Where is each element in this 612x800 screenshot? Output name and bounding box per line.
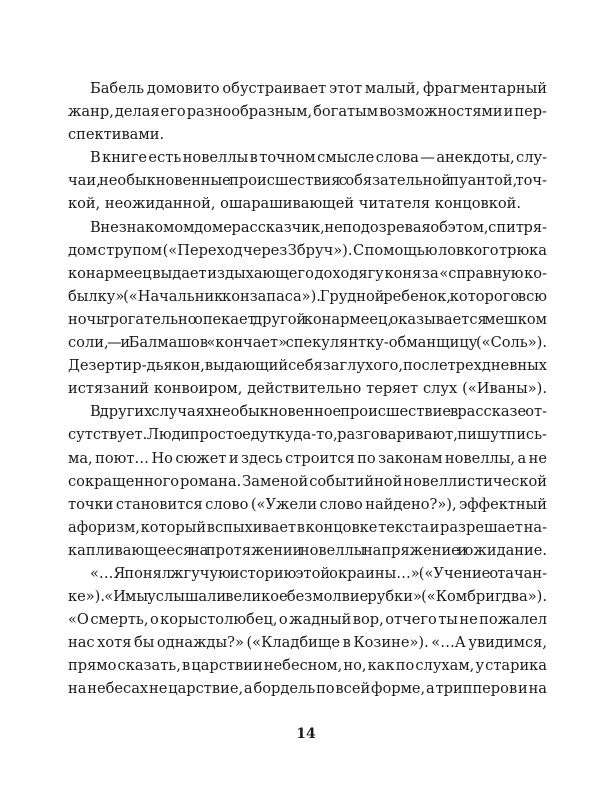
paragraph [68,562,547,701]
paragraph [68,400,547,562]
text-line: «…Я понял жгучую историю этой окраины…» («Учение о тачан- [90,564,547,582]
text-line: капливающееся на протяжении новеллы напряжение и ожидание. [68,541,547,559]
text-line: «О смерть, о корыстолюбец, о жадный вор, отчего ты не пожалел [68,611,547,629]
text-line: ма, поют… Но сюжет и здесь строится по законам новеллы, а не [68,449,547,467]
text-line: Бабель домовито обустраивает этот малый, фрагментарный [90,80,547,97]
text-line: ке»). «И мы услышали великое безмолвие рубки» («Комбриг два»). [68,588,547,606]
text-line: сутствует. Люди просто едут куда-то, разговаривают, пишут пись- [68,426,547,444]
page-number: 14 [296,726,316,742]
text-line: Дезертир-дьякон, выдающий себя за глухого, после трехдневных [68,357,547,375]
text-line: В книге есть новеллы в точном смысле слова — анекдоты, слу- [90,149,547,167]
text-line: ночь трогательно опекает другой конармеец, оказывается мешком [68,310,547,328]
text-line: на небесах не царствие, а бордель по всей форме, а трипперов и на [68,680,547,698]
text-line: конармеец выдает издыхающего доходягу коня за «справную ко- [68,264,547,282]
text-line: спективами. [68,126,165,144]
page-body [68,77,547,701]
text-line: кой, неожиданной, ошарашивающей читателя концовкой. [68,195,521,213]
text-line: жанр, делая его разнообразным, богатым возможностями и пер- [68,103,547,121]
text-line: прямо сказать, в царствии небесном, но, как по слухам, у старика [68,657,547,675]
text-line: соли, — и Балмашов «кончает» спекулянтку-обманщицу («Соль»). [68,334,547,352]
text-line: дом с трупом («Переход через Збруч»). С помощью ловкого трюка [68,241,547,259]
text-line: истязаний конвоиром, действительно теряет слух («Иваны»). [68,380,547,398]
text-line: точки становится слово («Ужели слово найдено?»), эффектный [68,495,547,513]
text-line: В других случаях необыкновенное происшествие в рассказе от- [90,403,547,421]
text-line: чаи, необыкновенные происшествия с обязательной пуантой, точ- [68,172,547,190]
paragraph [68,216,547,401]
text-line: былку» («Начальник конзапаса»). Грудной ребенок, которого всю [68,287,547,305]
paragraph [68,77,547,146]
text-line: нас хотя бы однажды?» («Кладбище в Козине»). «…А увидимся, [68,634,547,652]
text-line: В незнакомом доме рассказчик, не подозревая об этом, спит ря- [90,218,547,236]
paragraph [68,146,547,215]
text-line: афоризм, который вспыхивает в концовке текста и разрешает на- [68,518,547,536]
text-line: сокращенного романа. Заменой событийной новеллистической [68,472,547,490]
